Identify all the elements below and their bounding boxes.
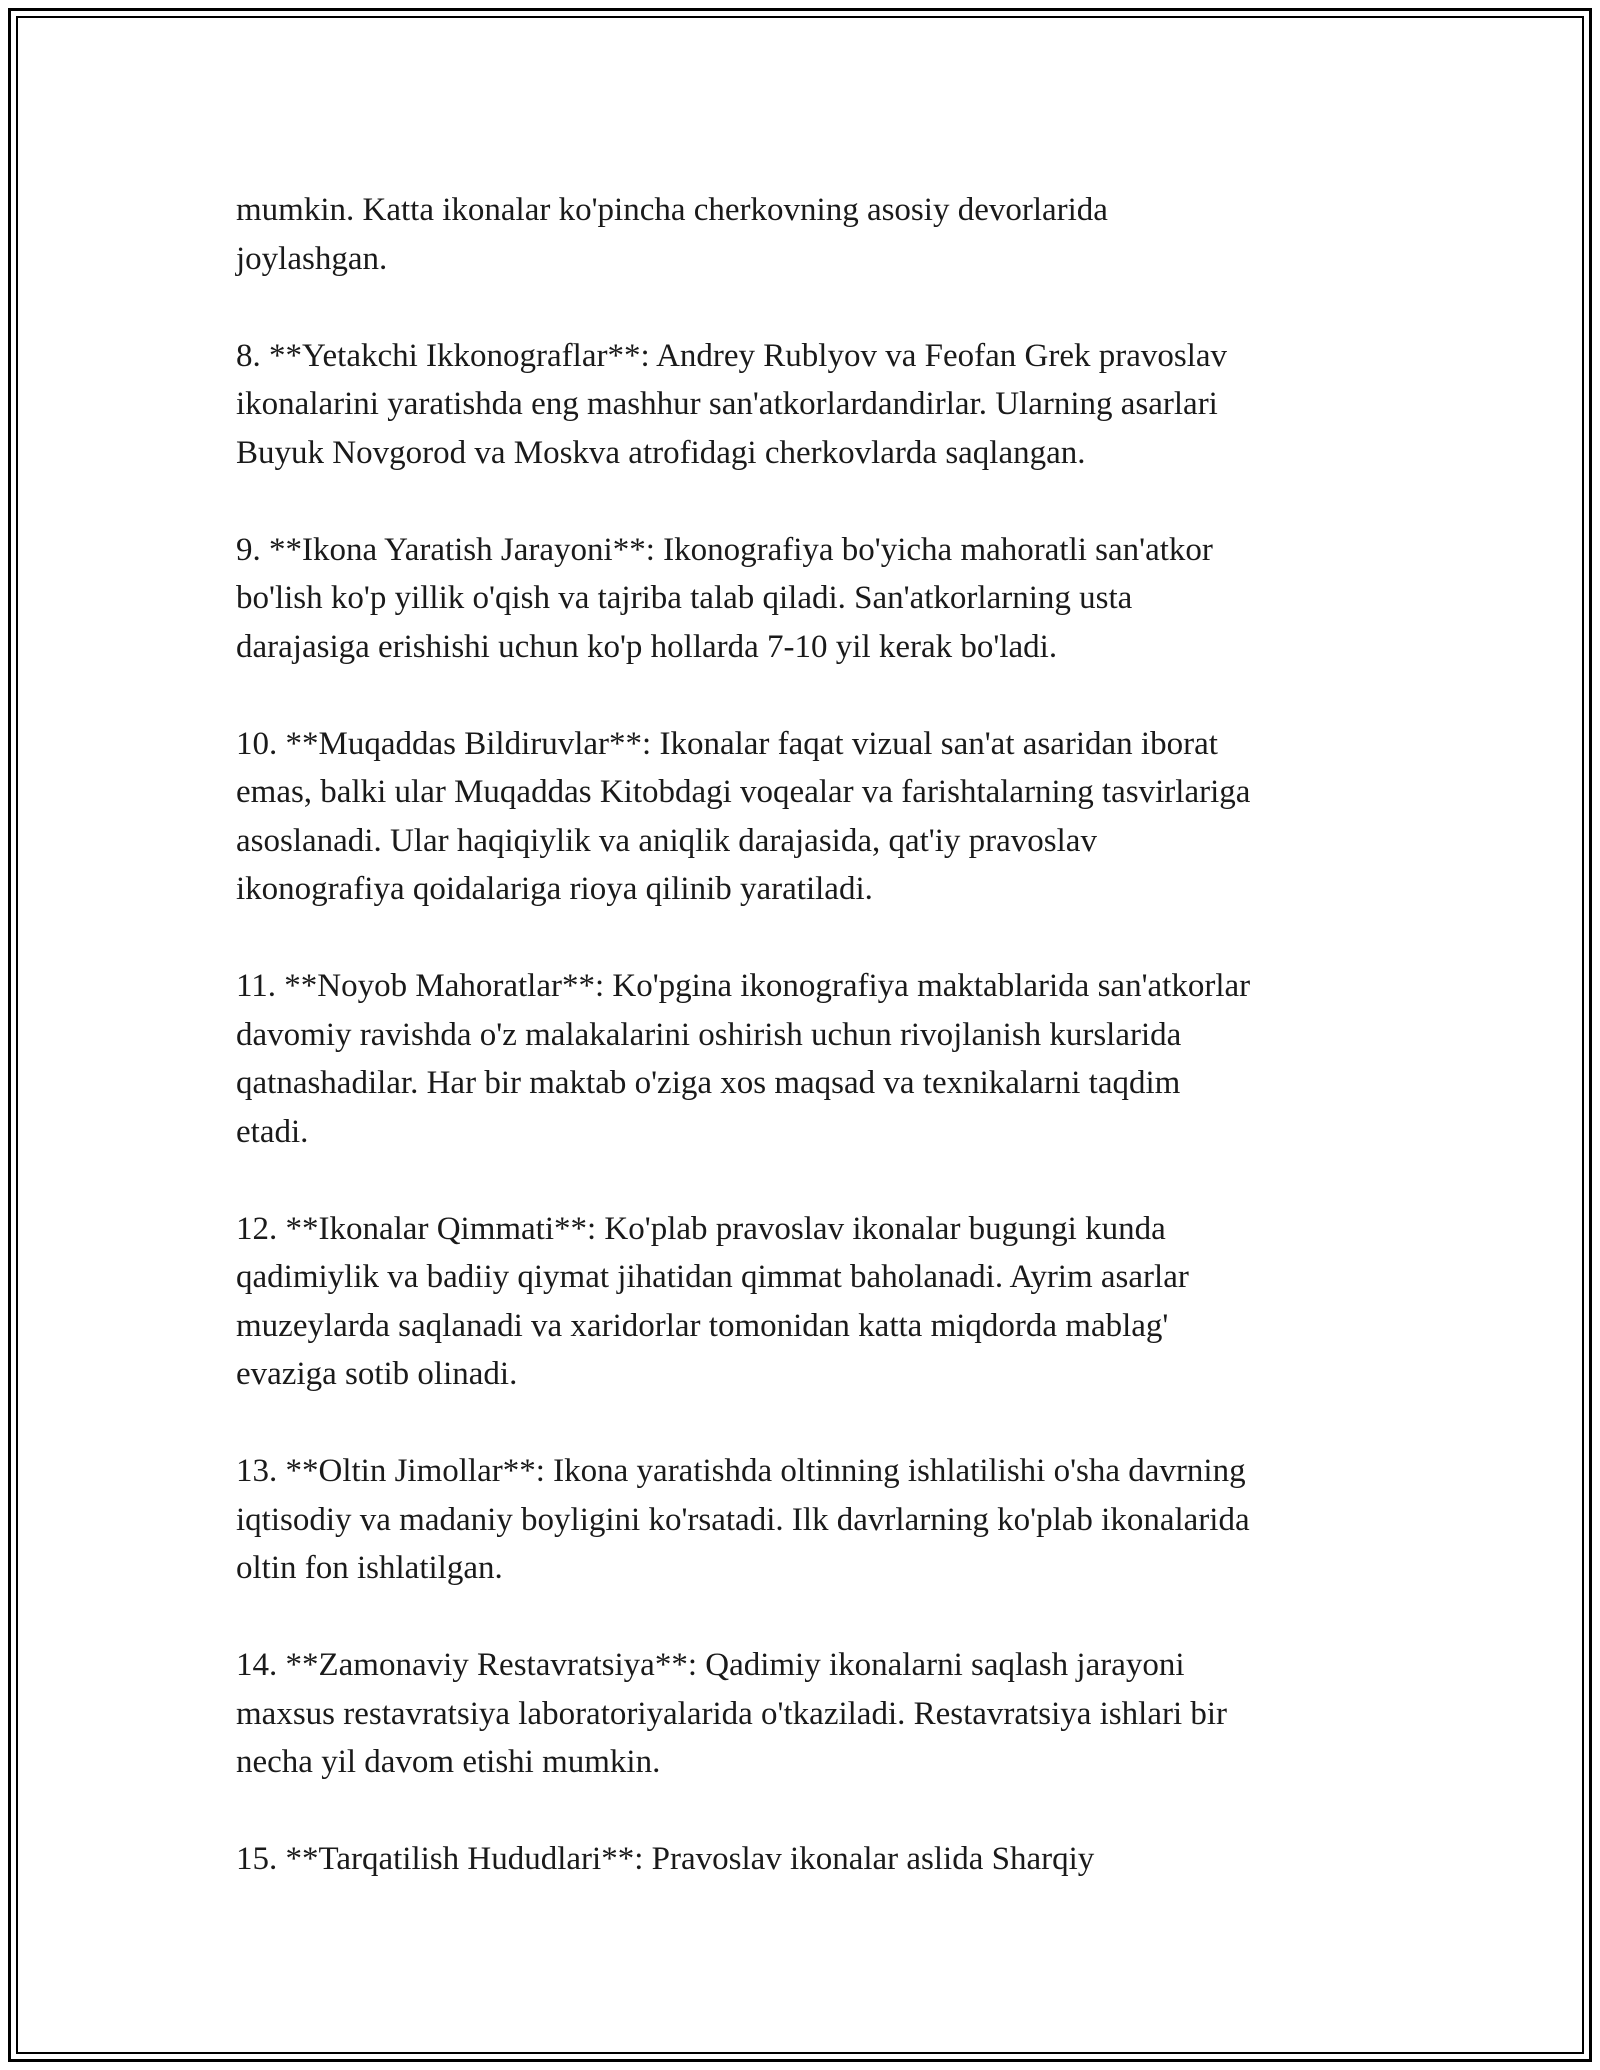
- paragraph-item-11: 11. **Noyob Mahoratlar**: Ko'pgina ikonografiya maktablarida san'atkorlar davomiy ravishda o'z malakalarini oshirish uchun rivojlanish kurslarida qatnashadilar. Har bir maktab o'ziga xos maqsad va texnikalarni taqdim etadi.: [236, 968, 1251, 1150]
- document-body: [236, 186, 1376, 1932]
- paragraph-item-13: 13. **Oltin Jimollar**: Ikona yaratishda oltinning ishlatilishi o'sha davrning iqtisodiy va madaniy boyligini ko'rsatadi. Ilk davrlarning ko'plab ikonalarida oltin fon ishlatilgan.: [236, 1453, 1250, 1586]
- paragraph-item-14: 14. **Zamonaviy Restavratsiya**: Qadimiy ikonalarni saqlash jarayoni maxsus restavratsiya laboratoriyalarida o'tkaziladi. Restavratsiya ishlari bir necha yil davom etishi mumkin.: [236, 1647, 1228, 1780]
- paragraph-item-12: 12. **Ikonalar Qimmati**: Ko'plab pravoslav ikonalar bugungi kunda qadimiylik va badiiy qiymat jihatidan qimmat baholanadi. Ayrim asarlar muzeylarda saqlanadi va xaridorlar tomonidan katta miqdorda mablag' evaziga sotib olinadi.: [236, 1210, 1189, 1392]
- paragraph-item-8: 8. **Yetakchi Ikkonograflar**: Andrey Rublyov va Feofan Grek pravoslav ikonalarini yaratishda eng mashhur san'atkorlardandirlar. Ularning asarlari Buyuk Novgorod va Moskva atrofidagi cherkovlarda saqlangan.: [236, 337, 1228, 471]
- paragraph-item-10: 10. **Muqaddas Bildiruvlar**: Ikonalar faqat vizual san'at asaridan iborat emas, balki ular Muqaddas Kitobdagi voqealar va farishtalarning tasvirlariga asoslanadi. Ular haqiqiylik va aniqlik darajasida, qat'iy pravoslav ikonografiya qoidalariga rioya qilinib yaratiladi.: [236, 725, 1251, 907]
- paragraph-item-9: 9. **Ikona Yaratish Jarayoni**: Ikonografiya bo'yicha mahoratli san'atkor bo'lish ko'p yillik o'qish va tajriba talab qiladi. San'atkorlarning usta darajasiga erishishi uchun ko'p hollarda 7-10 yil kerak bo'ladi.: [236, 531, 1213, 665]
- paragraph-continuation: mumkin. Katta ikonalar ko'pincha cherkovning asosiy devorlarida joylashgan.: [236, 192, 1108, 277]
- paragraph-item-15: 15. **Tarqatilish Hududlari**: Pravoslav ikonalar aslida Sharqiy: [236, 1841, 1095, 1877]
